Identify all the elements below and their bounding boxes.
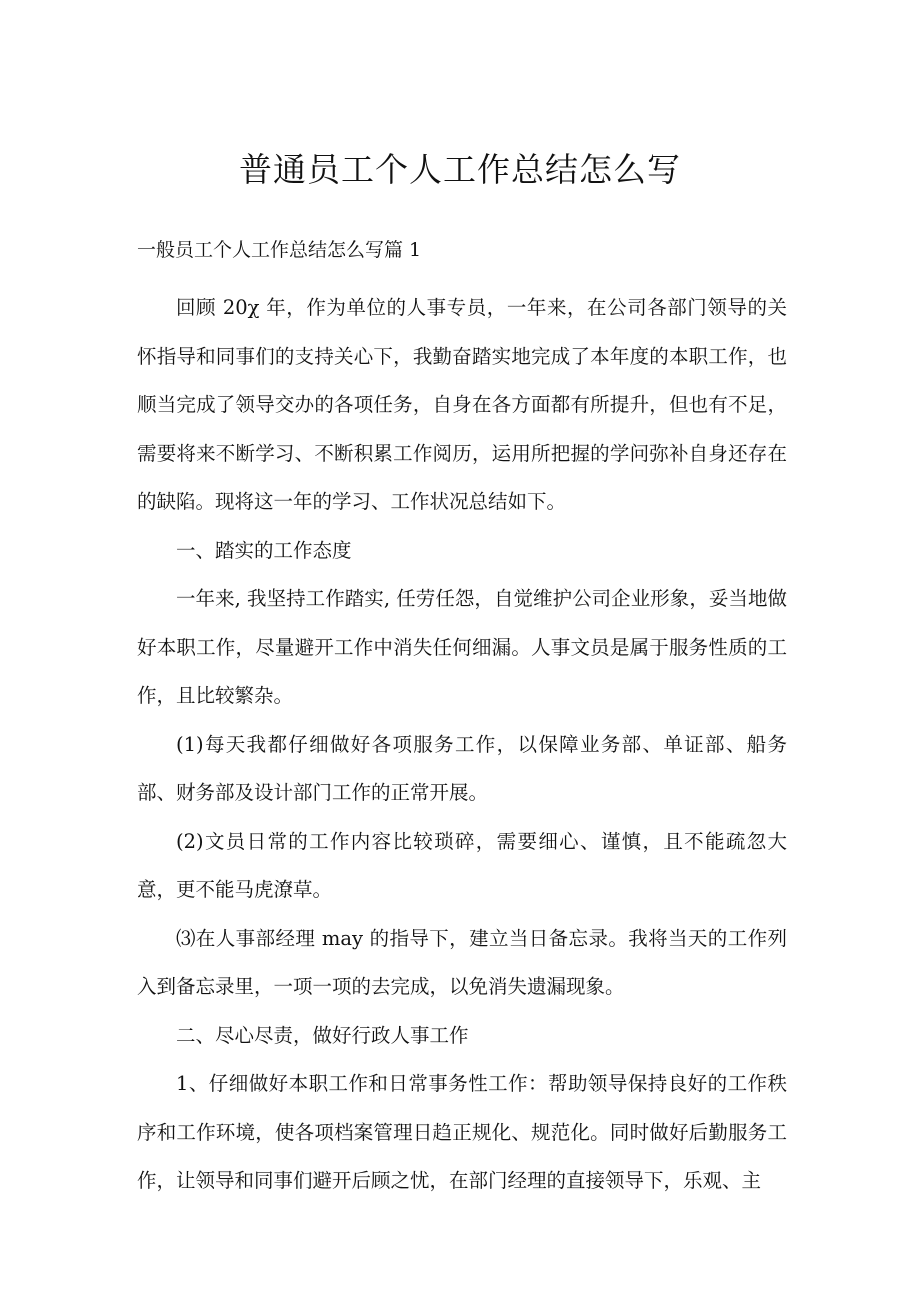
list-item-2: (2)文员日常的工作内容比较琐碎，需要细心、谨慎，且不能疏忽大意，更不能马虎潦草。 — [137, 829, 787, 901]
document-title: 普通员工个人工作总结怎么写 — [239, 150, 681, 189]
list-item-1: (1)每天我都仔细做好各项服务工作，以保障业务部、单证部、船务部、财务部及设计部门工作的正常开展。 — [137, 732, 787, 804]
document-body — [137, 284, 787, 1206]
paragraph-attitude: 一年来, 我坚持工作踏实, 任劳任怨，自觉维护公司企业形象，妥当地做好本职工作，尽量避开工作中消失任何细漏。人事文员是属于服务性质的工作，且比较繁杂。 — [137, 587, 787, 707]
paragraph-admin-1: 1、仔细做好本职工作和日常事务性工作：帮助领导保持良好的工作秩序和工作环境，使各项档案管理日趋正规化、规范化。同时做好后勤服务工作，让领导和同事们避开后顾之忧，在部门经理的直接领导下，乐观、主 — [137, 1072, 787, 1192]
section-heading: 一般员工个人工作总结怎么写篇 1 — [137, 239, 422, 261]
heading-work-attitude: 一、踏实的工作态度 — [176, 538, 352, 562]
heading-admin-work: 二、尽心尽责，做好行政人事工作 — [176, 1023, 469, 1047]
list-item-3: ⑶在人事部经理 may 的指导下，建立当日备忘录。我将当天的工作列入到备忘录里，一项一项的去完成，以免消失遗漏现象。 — [137, 926, 787, 998]
paragraph-review: 回顾 20χ 年，作为单位的人事专员，一年来，在公司各部门领导的关怀指导和同事们的支持关心下，我勤奋踏实地完成了本年度的本职工作，也顺当完成了领导交办的各项任务，自身在各方面都有所提升，但也有不足，需要将来不断学习、不断积累工作阅历，运用所把握的学问弥补自身还存在的缺陷。现将这一年的学习、工作状况总结如下。 — [137, 296, 787, 513]
